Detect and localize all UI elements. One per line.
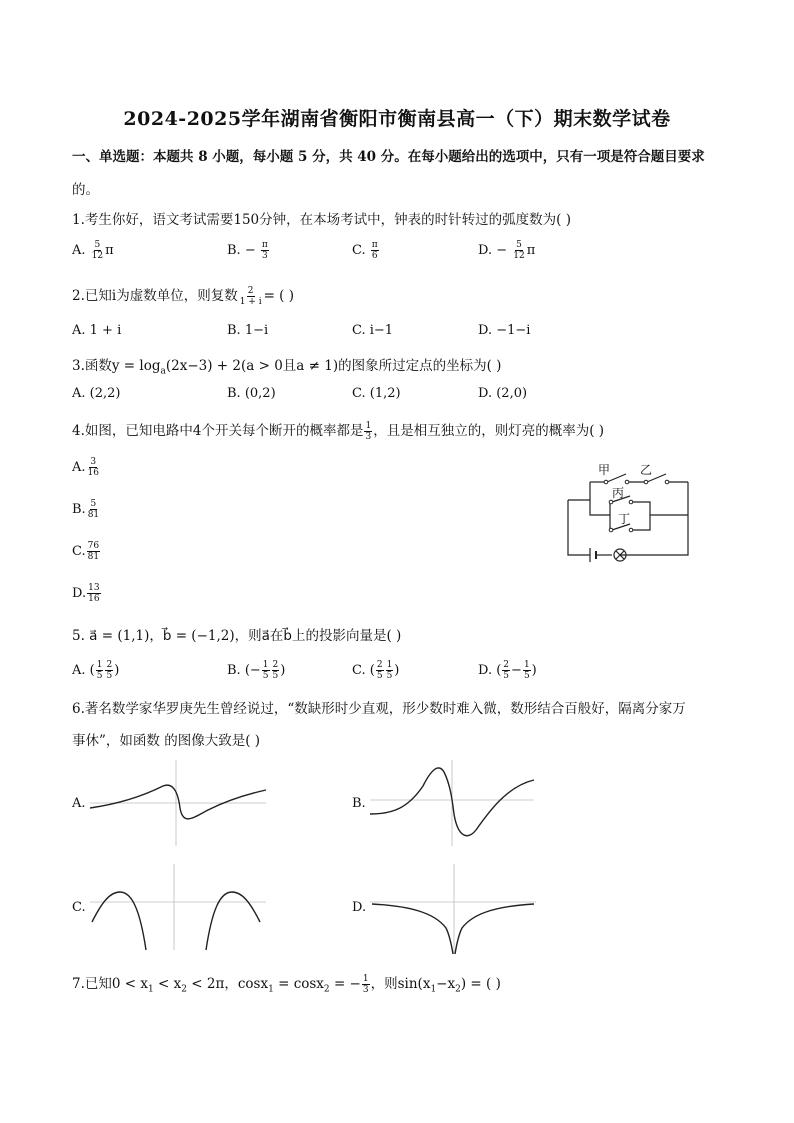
q6-graph-c	[88, 862, 268, 952]
q1-option-a: A. $\frac{5}{12}$ π	[72, 240, 114, 261]
question-6-stem-line2: 事休”，如函数 的图像大致是( )	[72, 733, 261, 749]
q6-option-a-label: A.	[72, 796, 86, 811]
question-1-stem: 1.考生你好，语文考试需要150分钟，在本场考试中，钟表的时针转过的弧度数为( )	[72, 212, 571, 228]
circuit-diagram	[560, 460, 700, 565]
q1-option-b: B. − $\frac{\pi}{3}$	[227, 240, 268, 261]
q2-option-c: C. i−1	[352, 323, 394, 338]
q3-option-c: C. (1,2)	[352, 386, 401, 401]
q4-option-c: C. $\frac{76}{81}$	[72, 541, 100, 562]
question-4-stem: 4.如图，已知电路中4个开关每个断开的概率都是 $\frac{1}{3}$ ，且是相互独立的，则灯亮的概率为( )	[72, 421, 605, 442]
question-6-stem-line1: 6.著名数学家华罗庚先生曾经说过，“数缺形时少直观，形少数时难入微，数形结合百般好，隔离分家万	[72, 701, 686, 717]
q2-option-a: A. 1 + i	[72, 323, 122, 338]
switch-label-bing: 丙	[612, 486, 625, 500]
q6-option-c-label: C.	[72, 900, 86, 915]
question-5-stem: 5. a⃗ = (1,1)，b⃗ = (−1,2)，则a⃗在b⃗上的投影向量是( )	[72, 628, 402, 644]
q2-option-d: D. −1−i	[478, 323, 531, 338]
q4-option-a: A. $\frac{3}{16}$	[72, 457, 99, 478]
question-3-stem: 3.函数$y = \log_a(2x-3) + 2(a > 0$且a ≠ 1)的图象所过定点的坐标为( )	[72, 358, 502, 377]
q4-option-d: D. $\frac{13}{16}$	[72, 583, 100, 604]
page-title: 2024-2025学年湖南省衡阳市衡南县高一（下）期末数学试卷	[123, 108, 671, 130]
q5-option-a: A. ( $\frac{1}{5}$ $\frac{2}{5}$ )	[72, 660, 120, 681]
q4-option-b: B. $\frac{5}{81}$	[72, 499, 100, 520]
q1-option-d: D. − $\frac{5}{12}$ π	[478, 240, 536, 261]
question-7-stem: 7.已知$0 < x_1 < x_2 < 2\pi$，cosx$_1$ = cosx$_2$ = − $\frac{1}{3}$ ，则$\sin(x_1-x_2)$ = ( )	[72, 974, 501, 995]
q6-graph-d	[368, 862, 538, 957]
question-2-stem: 2.已知i为虚数单位，则复数 $\frac{2}{1 + i}$ = ( )	[72, 286, 295, 307]
q5-option-d: D. ( $\frac{2}{5}$ − $\frac{1}{5}$ )	[478, 660, 537, 681]
switch-label-jia: 甲	[598, 463, 611, 477]
section-instructions: 一、单选题：本题共 8 小题，每小题 5 分，共 40 分。在每小题给出的选项中，只有一项是符合题目要求	[72, 149, 705, 165]
q2-option-b: B. 1−i	[227, 323, 269, 338]
q5-option-b: B. (− $\frac{1}{5}$ $\frac{2}{5}$ )	[227, 660, 286, 681]
q6-graph-b	[368, 758, 536, 848]
switch-label-ding: 丁	[618, 512, 631, 526]
q3-option-a: A. (2,2)	[72, 386, 121, 401]
switch-label-yi: 乙	[640, 463, 653, 477]
section-instructions-cont: 的。	[72, 182, 99, 198]
q3-option-b: B. (0,2)	[227, 386, 276, 401]
q1-option-c: C. $\frac{\pi}{6}$	[352, 240, 378, 261]
q6-graph-a	[88, 758, 268, 848]
q3-option-d: D. (2,0)	[478, 386, 528, 401]
q5-option-c: C. ( $\frac{2}{5}$ $\frac{1}{5}$ )	[352, 660, 400, 681]
q6-option-b-label: B.	[352, 796, 366, 811]
q6-option-d-label: D.	[352, 900, 367, 915]
